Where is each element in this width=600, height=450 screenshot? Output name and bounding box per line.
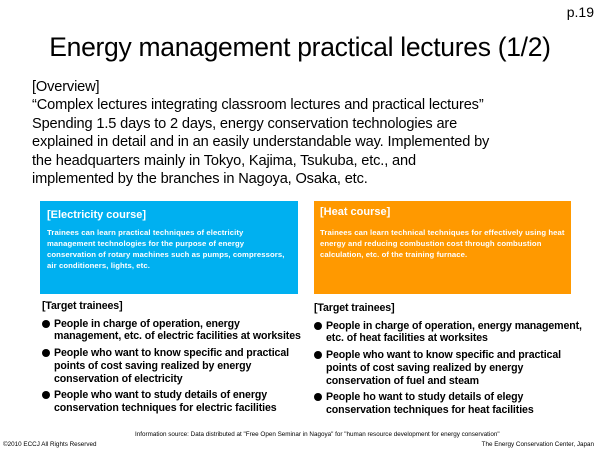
target-text: People in charge of operation, energy management, etc. of heat facilities at worksites xyxy=(326,319,582,345)
electricity-target-heading: [Target trainees] xyxy=(42,300,123,312)
bullet-icon xyxy=(42,320,50,328)
target-text: People in charge of operation, energy management, etc. of electric facilities at worksites xyxy=(54,317,301,343)
overview-section xyxy=(32,78,592,188)
copyright: ©2010 ECCJ All Rights Reserved xyxy=(3,441,97,448)
heat-course-title: [Heat course] xyxy=(320,206,391,218)
bullet-icon xyxy=(42,349,50,357)
electricity-course-title: [Electricity course] xyxy=(47,209,147,221)
list-item xyxy=(42,347,302,385)
bullet-icon xyxy=(314,393,322,401)
list-item xyxy=(42,389,302,414)
list-item xyxy=(314,391,584,416)
information-source: Information source: Data distributed at "Free Open Seminar in Nagoya" for "human resource development for energy conservation" xyxy=(135,431,500,438)
overview-line: the headquarters mainly in Tokyo, Kajima, Tsukuba, etc., and xyxy=(32,152,416,169)
organization-name: The Energy Conservation Center, Japan xyxy=(481,441,594,448)
target-text: People who want to study details of energy conservation techniques for electric facilities xyxy=(54,389,277,414)
list-item xyxy=(42,318,302,343)
overview-heading: [Overview] xyxy=(32,79,100,95)
bullet-icon xyxy=(314,351,322,359)
electricity-target-trainees xyxy=(42,300,302,419)
target-text: People who want to know specific and practical points of cost saving realized by energy conservation of fuel and steam xyxy=(326,349,561,387)
overview-line: Spending 1.5 days to 2 days, energy conservation technologies are xyxy=(32,115,458,132)
electricity-target-list xyxy=(42,318,302,415)
list-item xyxy=(314,320,584,345)
heat-course-description: Trainees can learn technical techniques for effectively using heat energy and reducing combustion cost through combustion calculation, etc. of the training furnace. xyxy=(320,228,565,259)
list-item xyxy=(314,349,584,387)
page-number: p.19 xyxy=(566,4,594,20)
target-text: People ho want to study details of elegy conservation techniques for heat facilities xyxy=(326,391,534,416)
overview-line: explained in detail and in an easily understandable way. Implemented by xyxy=(32,134,490,151)
heat-target-heading: [Target trainees] xyxy=(314,302,395,314)
overview-line: “Complex lectures integrating classroom lectures and practical lectures” xyxy=(32,97,484,114)
target-text: People who want to know specific and practical points of cost saving realized by energy conservation of electricity xyxy=(54,347,289,385)
slide-title: Energy management practical lectures (1/2) xyxy=(49,32,551,62)
electricity-course-box xyxy=(40,201,298,294)
heat-target-trainees xyxy=(314,302,584,421)
electricity-course-description: Trainees can learn practical techniques of electricity management technologies for the purpose of energy conservation of rotary machines such as pumps, compressors, air conditioners, lights, etc. xyxy=(47,228,285,270)
heat-course-box xyxy=(314,201,571,294)
heat-target-list xyxy=(314,320,584,417)
bullet-icon xyxy=(314,322,322,330)
bullet-icon xyxy=(42,391,50,399)
overview-line: implemented by the branches in Nagoya, Osaka, etc. xyxy=(32,171,368,188)
